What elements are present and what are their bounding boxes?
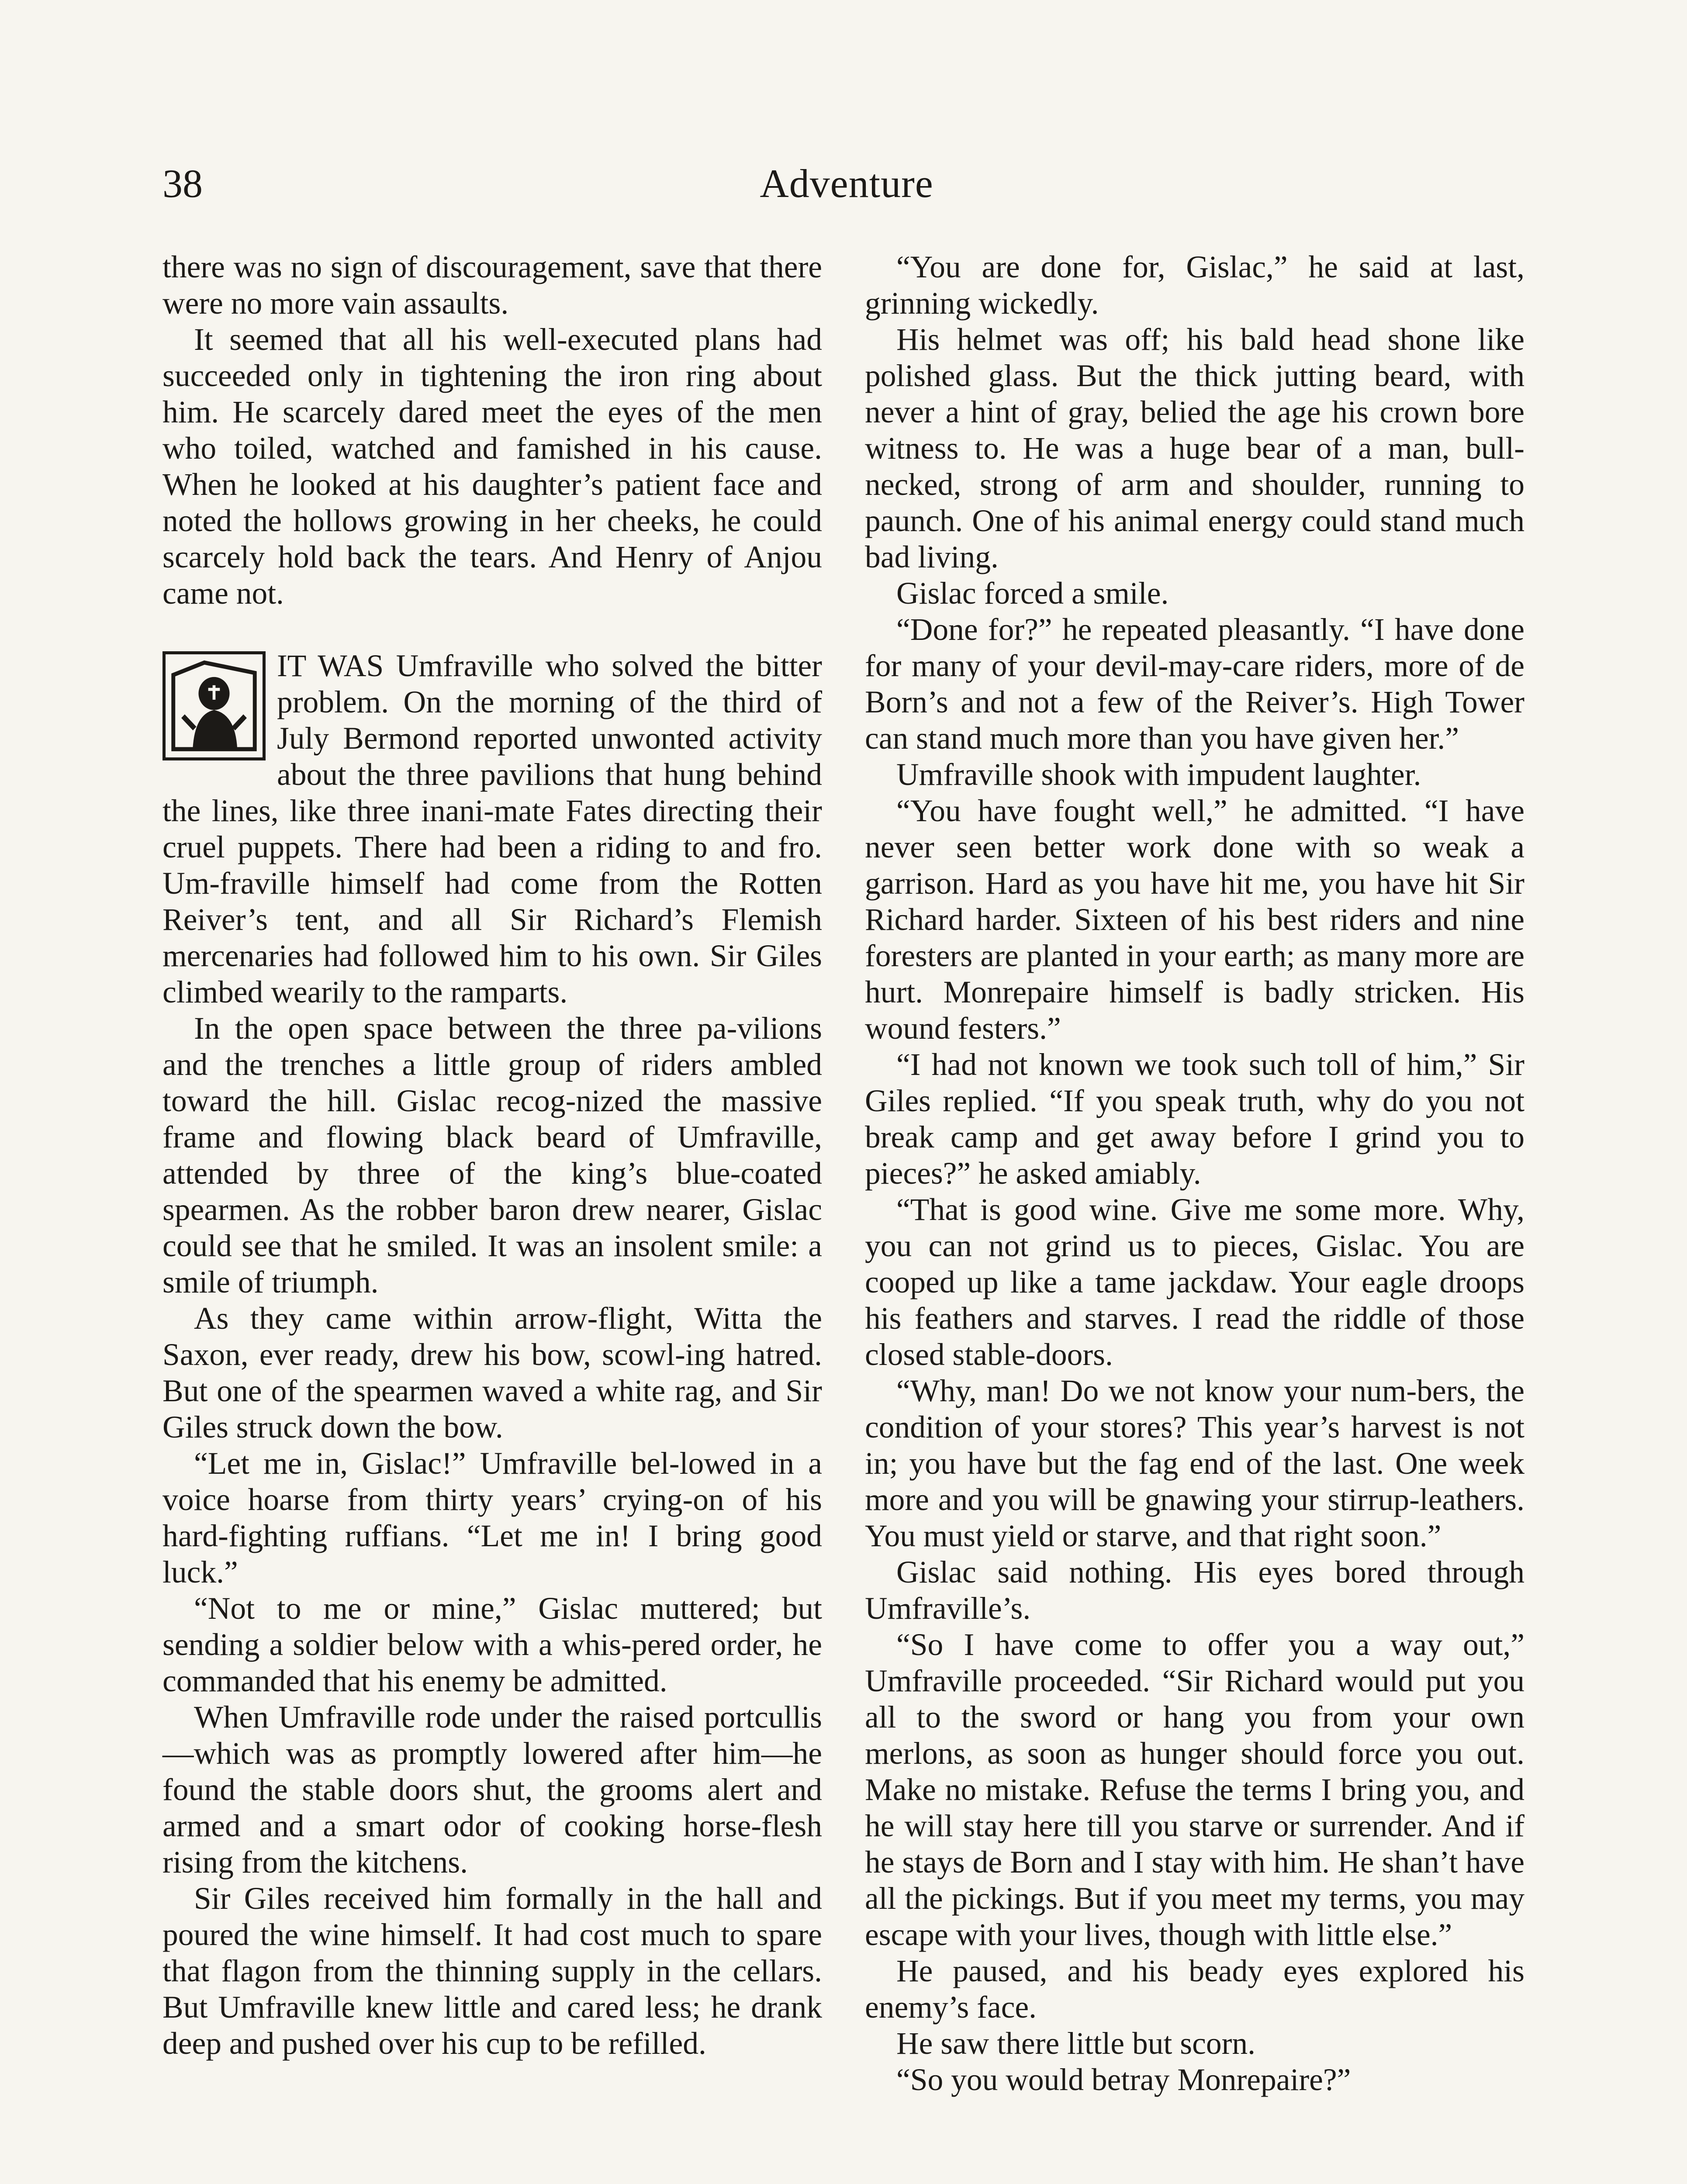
paragraph: “So you would betray Monrepaire?” [896,2063,1351,2097]
paragraph: Umfraville shook with impudent laughter. [896,757,1421,792]
section-break [162,612,822,648]
paragraph: Sir Giles received him formally in the hall and poured the wine himself. It had cost much to spare that flagon from the thinning supply in the cellars. But Umfraville knew little and cared less; he drank deep and pushed over his cup to be refilled. [162,1881,822,2061]
paragraph: “You have fought well,” he admitted. “I have never seen better work done with so weak a garrison. Hard as you have hit me, you have hit Sir Richard harder. Sixteen of his best riders and nine foresters are planted in your earth; as many more are hurt. Monrepaire himself is badly stricken. His wound festers.” [865,794,1525,1046]
paragraph: He paused, and his beady eyes explored his enemy’s face. [865,1954,1525,2025]
paragraph: When Umfraville rode under the raised portcullis—which was as promptly lowered after him—he found the stable doors shut, the grooms alert and armed and a smart odor of cooking horse-flesh rising from the kitchens. [162,1700,822,1880]
paragraph: He saw there little but scorn. [896,2026,1256,2061]
paragraph: “That is good wine. Give me some more. Why, you can not grind us to pieces, Gislac. You are cooped up like a tame jackdaw. Your eagle droops his feathers and starves. I read the riddle of those closed stable-doors. [865,1192,1525,1372]
decorative-initial-icon [162,651,266,760]
paragraph: His helmet was off; his bald head shone like polished glass. But the thick jutting beard, with never a hint of gray, belied the age his crown bore witness to. He was a huge bear of a man, bull-necked, strong of arm and shoulder, running to paunch. One of his animal energy could stand much bad living. [865,322,1525,574]
paragraph: Gislac forced a smile. [896,576,1169,611]
paragraph: It seemed that all his well-executed plans had succeeded only in tightening the iron ring about him. He scarcely dared meet the eyes of the men who toiled, watched and famished in his cause. When he looked at his daughter’s patient face and noted the hollows growing in her cheeks, he could scarcely hold back the tears. And Henry of Anjou came not. [162,322,822,611]
left-column [162,249,822,2062]
paragraph: As they came within arrow-flight, Witta the Saxon, ever ready, drew his bow, scowl-ing hatred. But one of the spearmen waved a white rag, and Sir Giles struck down the bow. [162,1301,822,1444]
paragraph: there was no sign of discouragement, save that there were no more vain assaults. [162,250,822,321]
paragraph: In the open space between the three pa-vilions and the trenches a little group of riders ambled toward the hill. Gislac recog-nized the massive frame and flowing black beard of Umfraville, attended by three of the king’s blue-coated spearmen. As the robber baron drew nearer, Gislac could see that he smiled. It was an insolent smile: a smile of triumph. [162,1011,822,1299]
right-column [865,249,1525,2098]
paragraph-text: IT WAS Umfraville who solved the bitter problem. On the morning of the third of July Bermond reported unwonted activity about the three pavilions that hung behind the lines, like three inani-mate Fates directing their cruel puppets. There had been a riding to and fro. Um-fraville himself had come from the Rotten Reiver’s tent, and all Sir Richard’s Flemish mercenaries had followed him to his own. Sir Giles climbed wearily to the ramparts. [162,649,822,1009]
paragraph: “Not to me or mine,” Gislac muttered; but sending a soldier below with a whis-pered order, he commanded that his enemy be admitted. [162,1591,822,1698]
paragraph: “Let me in, Gislac!” Umfraville bel-lowed in a voice hoarse from thirty years’ crying-on of his hard-fighting ruffians. “Let me in! I bring good luck.” [162,1446,822,1590]
page-header [162,157,1531,214]
paragraph: “You are done for, Gislac,” he said at last, grinning wickedly. [865,250,1525,321]
paragraph-with-dropcap [162,648,822,1010]
paragraph: “So I have come to offer you a way out,” Umfraville proceeded. “Sir Richard would put you all to the sword or hang you from your own merlons, as soon as hunger should force you out. Make no mistake. Refuse the terms I bring you, and he will stay here till you starve or surrender. And if he stays de Born and I stay with him. He shan’t have all the pickings. But if you meet my terms, you may escape with your lives, though with little else.” [865,1628,1525,1952]
paragraph: Gislac said nothing. His eyes bored through Umfraville’s. [865,1555,1525,1626]
page-number: 38 [162,161,203,206]
paragraph: “Done for?” he repeated pleasantly. “I have done for many of your devil-may-care riders, more of de Born’s and not a few of the Reiver’s. High Tower can stand much more than you have given her.” [865,612,1525,756]
paragraph: “Why, man! Do we not know your num-bers, the condition of your stores? This year’s harvest is not in; you have but the fag end of the last. One week more and you will be gnawing your stirrup-leathers. You must yield or starve, and that right soon.” [865,1374,1525,1553]
running-title: Adventure [760,161,933,206]
paragraph: “I had not known we took such toll of him,” Sir Giles replied. “If you speak truth, why do you not break camp and get away before I grind you to pieces?” he asked amiably. [865,1047,1525,1191]
